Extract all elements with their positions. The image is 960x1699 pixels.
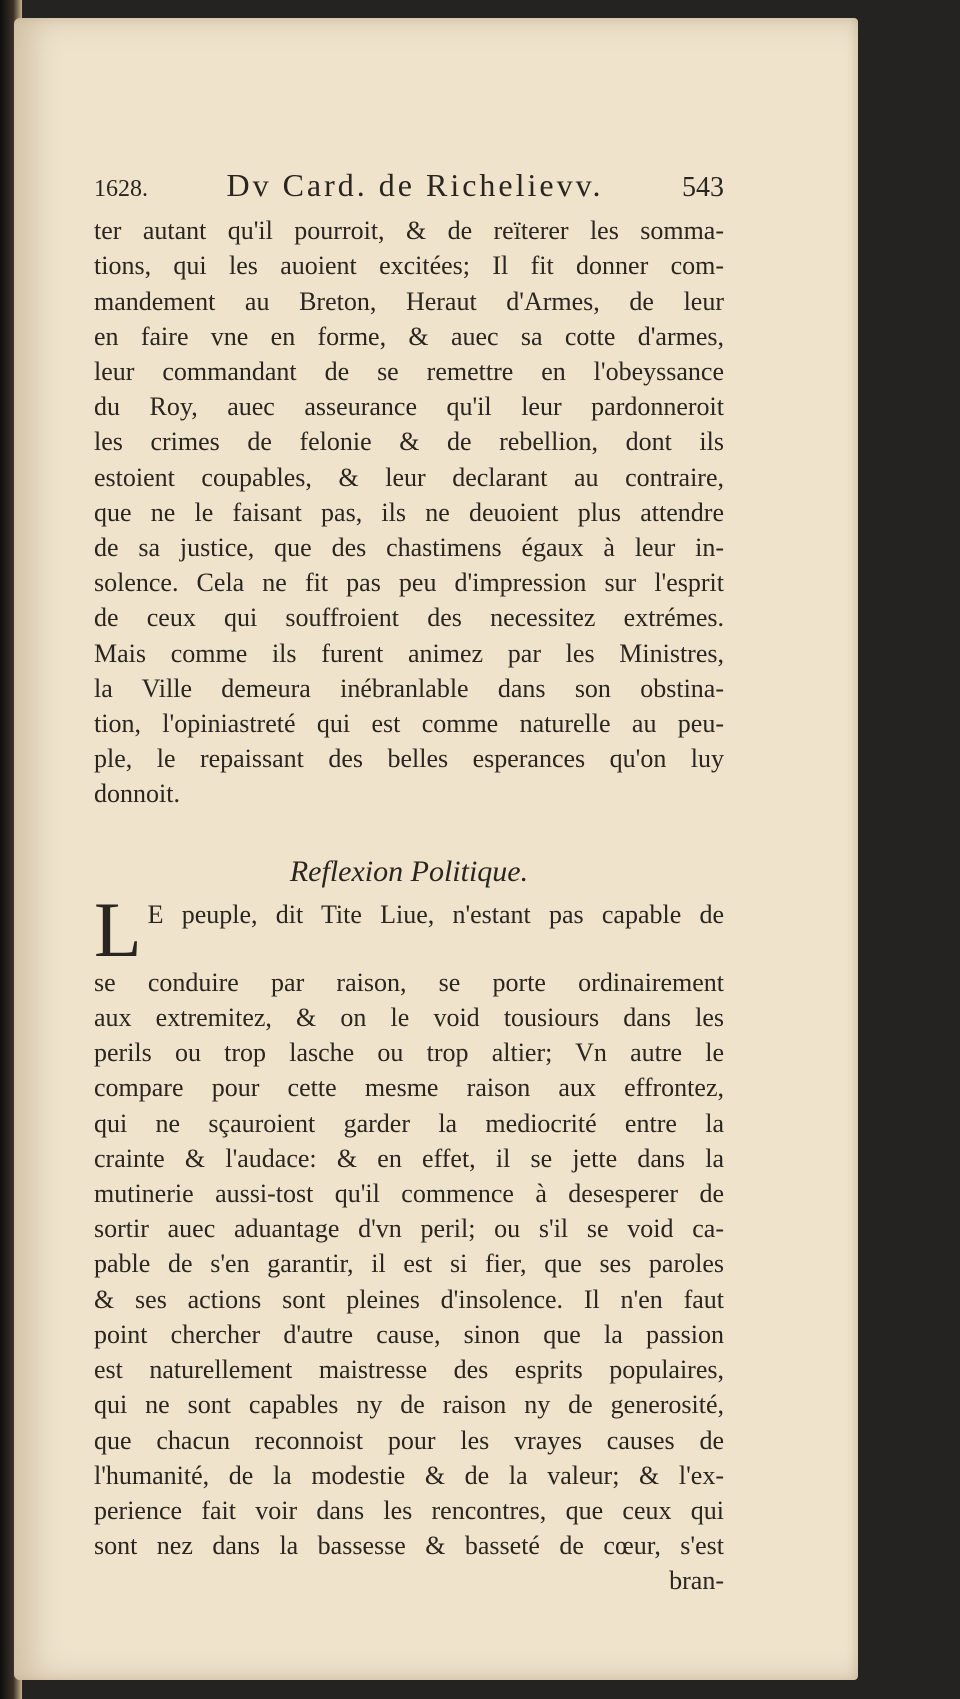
text-line: sont nez dans la bassesse & basseté de cœur, s'est: [94, 1531, 724, 1561]
text-line: perils ou trop lasche ou trop altier; Vn autre le: [94, 1038, 724, 1068]
running-head-year: 1628.: [94, 176, 148, 202]
page-sheet: [14, 18, 858, 1680]
text-line: Mais comme ils furent animez par les Ministres,: [94, 638, 724, 668]
text-line: ter autant qu'il pourroit, & de reïterer les somma-: [94, 216, 724, 246]
drop-cap: L: [94, 885, 142, 973]
section-title: Reflexion Politique.: [289, 854, 529, 888]
text-line: de ceux qui souffroient des necessitez extrémes.: [94, 603, 724, 633]
text-line: E peuple, dit Tite Liue, n'estant pas capable de: [147, 899, 724, 929]
text-line: sortir auec aduantage d'vn peril; ou s'il se void ca-: [94, 1214, 724, 1244]
text-line: du Roy, auec asseurance qu'il leur pardonneroit: [94, 392, 724, 422]
paragraph-1: [94, 213, 724, 811]
running-head: [94, 168, 724, 207]
text-block: [94, 168, 724, 1599]
text-line: est naturellement maistresse des esprits populaires,: [94, 1355, 724, 1385]
text-line: leur commandant de se remettre en l'obeyssance: [94, 357, 724, 387]
page-number: 543: [682, 172, 724, 203]
text-line: estoient coupables, & leur declarant au contraire,: [94, 462, 724, 492]
text-line: se conduire par raison, se porte ordinairement: [94, 967, 724, 997]
text-line: la Ville demeura inébranlable dans son obstina-: [94, 673, 724, 703]
text-line: qui ne sont capables ny de raison ny de generosité,: [94, 1390, 724, 1420]
text-line: de sa justice, que des chastimens égaux à leur in-: [94, 533, 724, 563]
text-line: l'humanité, de la modestie & de la valeur; & l'ex-: [94, 1460, 724, 1490]
text-line: tions, qui les auoient excitées; Il fit donner com-: [94, 251, 724, 281]
text-line: compare pour cette mesme raison aux effrontez,: [94, 1073, 724, 1103]
paragraph-opening: [94, 885, 724, 973]
text-line: mutinerie aussi-tost qu'il commence à desesperer de: [94, 1179, 724, 1209]
text-line: & ses actions sont pleines d'insolence. Il n'en faut: [94, 1284, 724, 1314]
text-line: crainte & l'audace: & en effet, il se jette dans la: [94, 1143, 724, 1173]
paragraph-2: [94, 885, 724, 1599]
catchword: bran-: [669, 1566, 724, 1596]
text-line: qui ne sçauroient garder la mediocrité entre la: [94, 1108, 724, 1138]
text-line: que chacun reconnoist pour les vrayes causes de: [94, 1425, 724, 1455]
text-line: mandement au Breton, Heraut d'Armes, de leur: [94, 286, 724, 316]
running-head-title: Dv Card. de Richelievv.: [226, 167, 604, 203]
text-line: donnoit.: [94, 779, 180, 809]
text-line: les crimes de felonie & de rebellion, dont ils: [94, 427, 724, 457]
text-line: pable de s'en garantir, il est si fier, que ses paroles: [94, 1249, 724, 1279]
text-line: point chercher d'autre cause, sinon que la passion: [94, 1319, 724, 1349]
text-line: tion, l'opiniastreté qui est comme naturelle au peu-: [94, 709, 724, 739]
text-line: solence. Cela ne fit pas peu d'impression sur l'esprit: [94, 568, 724, 598]
text-line: ple, le repaissant des belles esperances qu'on luy: [94, 744, 724, 774]
text-line: aux extremitez, & on le void tousiours dans les: [94, 1003, 724, 1033]
text-line: en faire vne en forme, & auec sa cotte d'armes,: [94, 321, 724, 351]
text-line: que ne le faisant pas, ils ne deuoient plus attendre: [94, 497, 724, 527]
text-line: perience fait voir dans les rencontres, que ceux qui: [94, 1495, 724, 1525]
